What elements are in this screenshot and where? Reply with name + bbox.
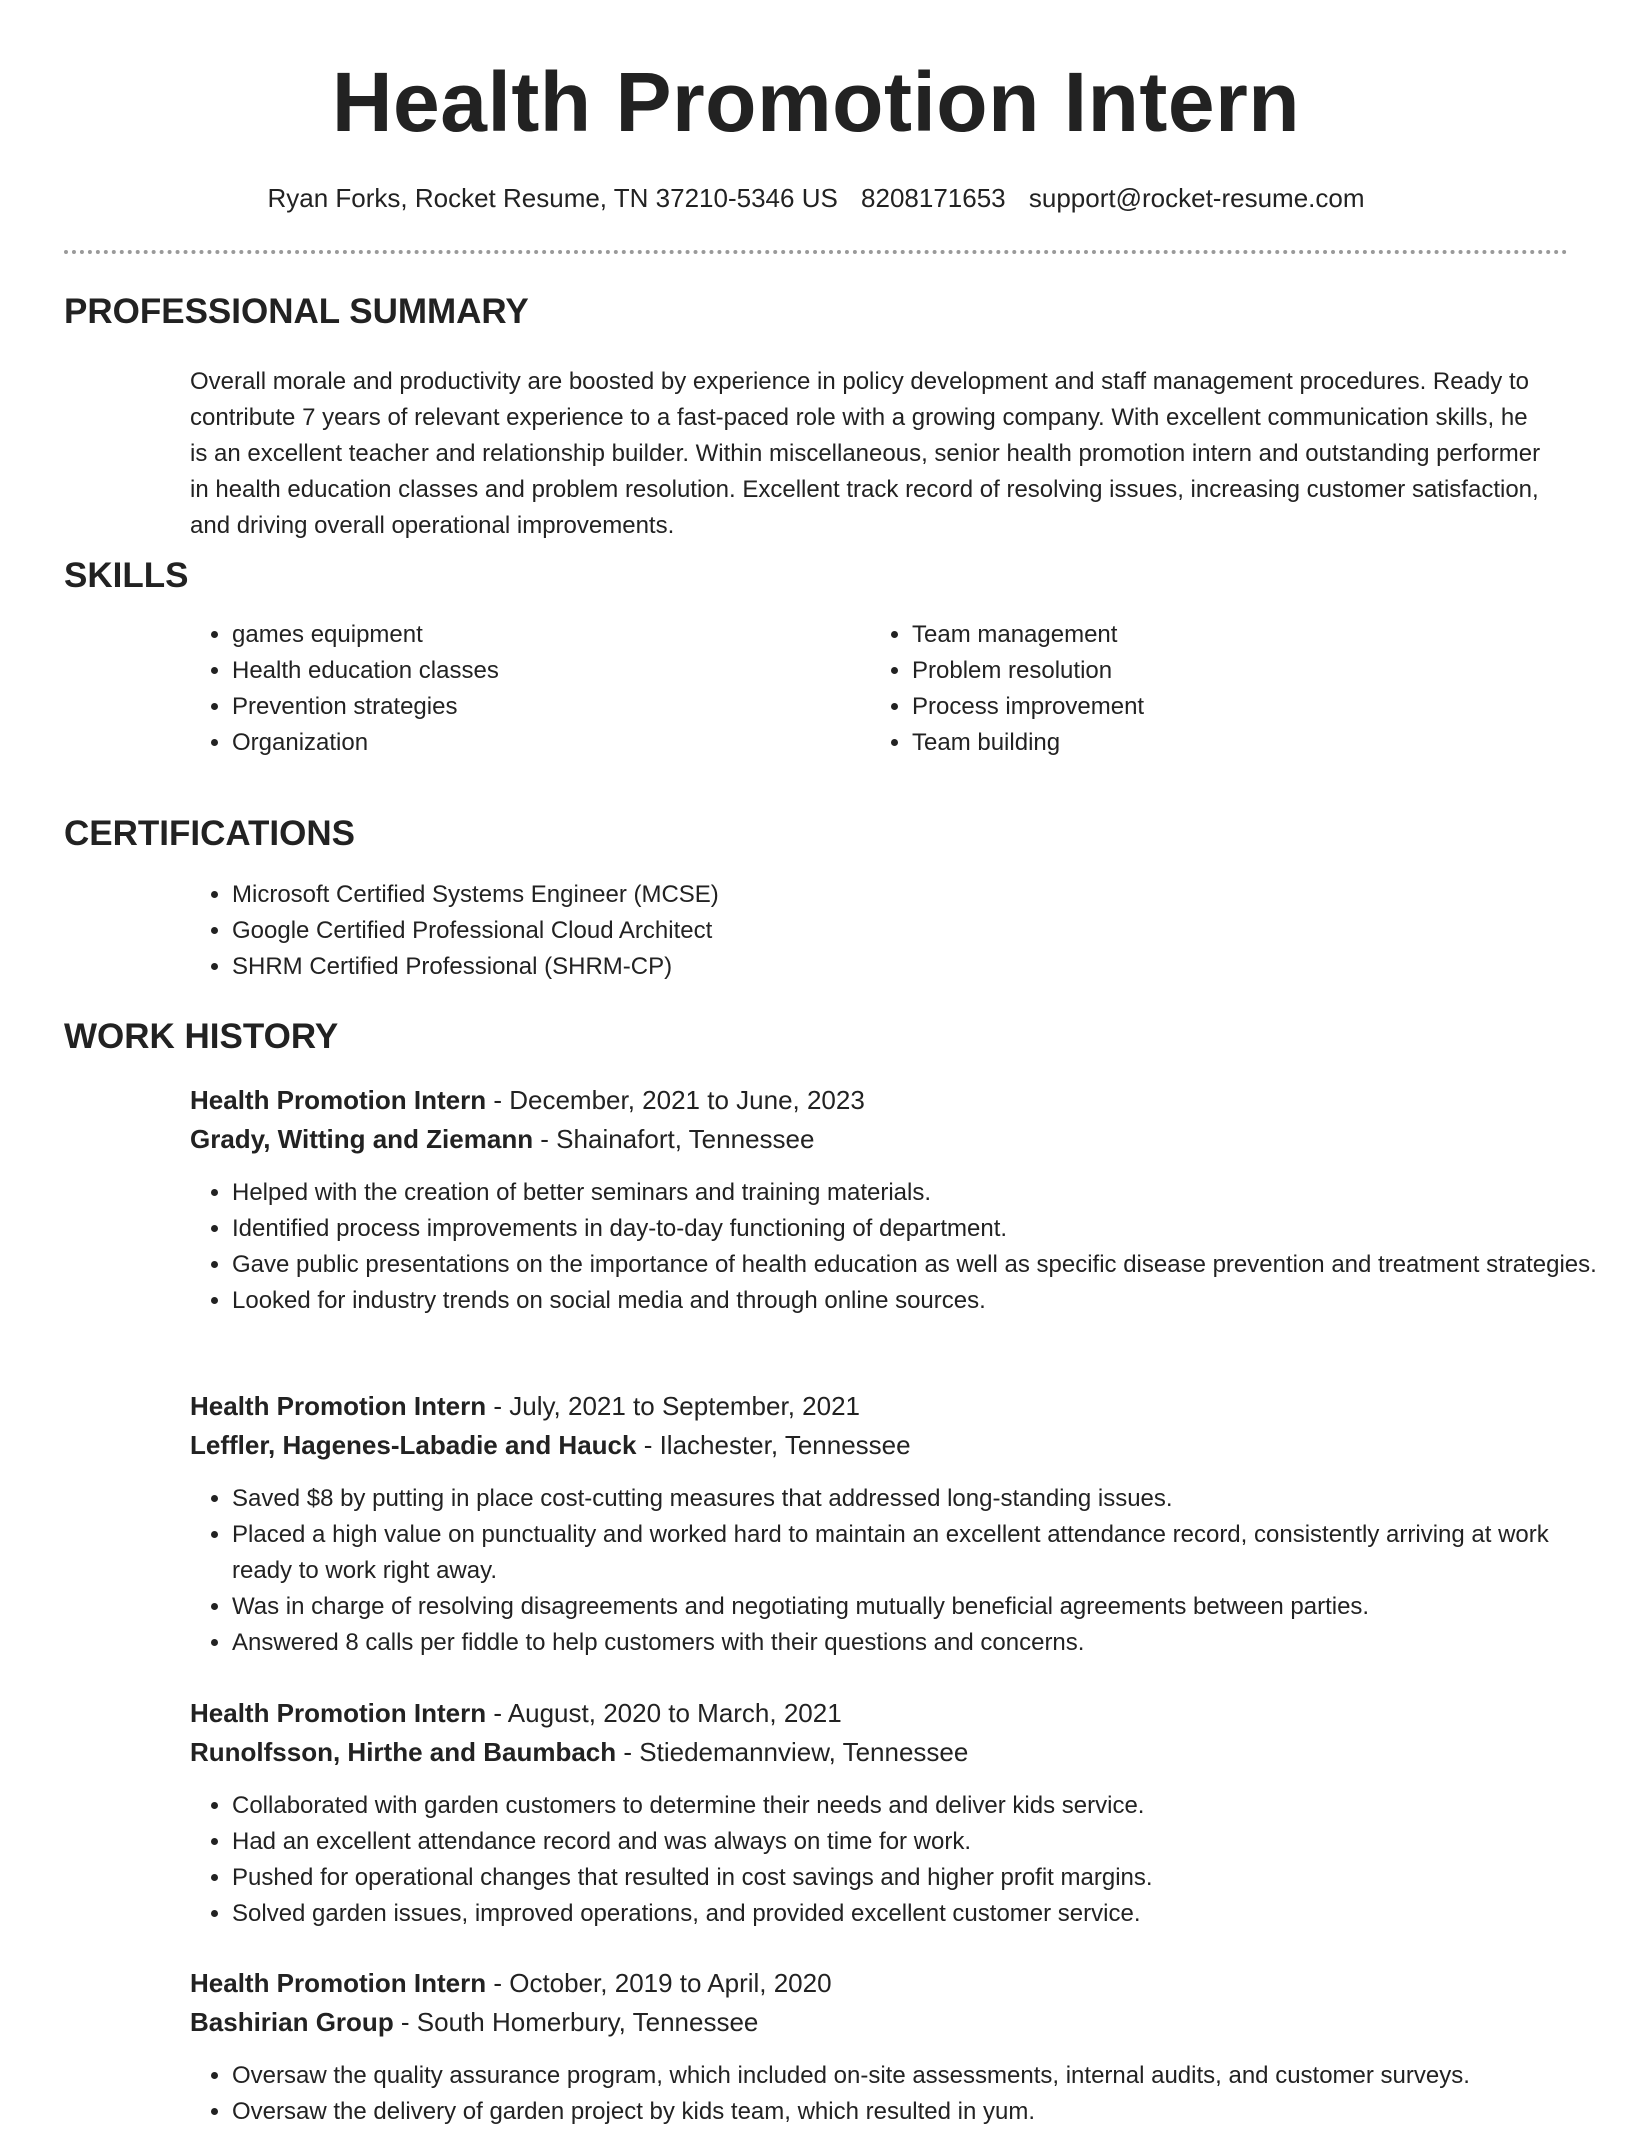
skills-list-right: [868, 617, 1532, 761]
job-location: - Stiedemannview, Tennessee: [616, 1737, 969, 1767]
work-history-heading: WORK HISTORY: [64, 1017, 339, 1056]
job-title-line: [190, 1387, 860, 1425]
job-title-line: [190, 1694, 842, 1732]
skill-item: • Team building: [912, 725, 1532, 761]
job-location: - South Homerbury, Tennessee: [393, 2007, 759, 2037]
skill-item: • Organization: [232, 725, 852, 761]
job-dates: - August, 2020 to March, 2021: [486, 1698, 842, 1728]
job-title: Health Promotion Intern: [190, 1085, 487, 1115]
job-bullet: • Gave public presentations on the importance of health education as well as specific disease prevention and treatment strategies.: [232, 1247, 1604, 1283]
contact-phone: 8208171653: [861, 183, 1006, 213]
skill-item: • Problem resolution: [912, 653, 1532, 689]
job-bullet: • Was in charge of resolving disagreements and negotiating mutually beneficial agreements between parties.: [232, 1589, 1604, 1625]
job-company: Leffler, Hagenes-Labadie and Hauck: [190, 1430, 637, 1460]
job-location: - Shainafort, Tennessee: [533, 1124, 815, 1154]
skill-item: • Process improvement: [912, 689, 1532, 725]
job-bullet: • Answered 8 calls per fiddle to help customers with their questions and concerns.: [232, 1625, 1604, 1661]
job-company-line: [190, 1120, 814, 1158]
header-divider: [64, 250, 1568, 254]
job-bullet: • Solved garden issues, improved operations, and provided excellent customer service.: [232, 1896, 1604, 1932]
job-dates: - December, 2021 to June, 2023: [486, 1085, 865, 1115]
job-bullet: • Placed a high value on punctuality and worked hard to maintain an excellent attendance record, consistently arriving at work ready to work right away.: [232, 1517, 1604, 1589]
certification-item: • Microsoft Certified Systems Engineer (MCSE): [232, 877, 1592, 913]
contact-line: [0, 178, 1632, 218]
job-company-line: [190, 1426, 911, 1464]
job-bullets: [188, 2058, 1604, 2130]
job-company: Grady, Witting and Ziemann: [190, 1124, 534, 1154]
job-company-line: [190, 2003, 758, 2041]
skills-heading: SKILLS: [64, 556, 189, 595]
job-bullet: • Identified process improvements in day-to-day functioning of department.: [232, 1211, 1604, 1247]
summary-heading: PROFESSIONAL SUMMARY: [64, 292, 529, 331]
resume-title: Health Promotion Intern: [331, 55, 1301, 149]
job-bullet: • Helped with the creation of better seminars and training materials.: [232, 1175, 1604, 1211]
certification-item: • Google Certified Professional Cloud Architect: [232, 913, 1592, 949]
skill-item: • Prevention strategies: [232, 689, 852, 725]
job-bullet: • Looked for industry trends on social media and through online sources.: [232, 1283, 1604, 1319]
job-bullet: • Oversaw the delivery of garden project by kids team, which resulted in yum.: [232, 2094, 1604, 2130]
job-company-line: [190, 1733, 968, 1771]
skills-list-left: [188, 617, 852, 761]
certification-item: • SHRM Certified Professional (SHRM-CP): [232, 949, 1592, 985]
job-bullet: • Pushed for operational changes that resulted in cost savings and higher profit margins.: [232, 1860, 1604, 1896]
job-title: Health Promotion Intern: [190, 1968, 487, 1998]
summary-text: Overall morale and productivity are boosted by experience in policy development and staff management procedures. Ready to contribute 7 years of relevant experience to a fast-paced role with a growing company. With excellent communication skills, he is an excellent teacher and relationship builder. Within miscellaneous, senior health promotion intern and outstanding performer in health education classes and problem resolution. Excellent track record of resolving issues, increasing customer satisfaction, and driving overall operational improvements.: [190, 368, 1541, 539]
job-company: Runolfsson, Hirthe and Baumbach: [190, 1737, 617, 1767]
skill-item: • Team management: [912, 617, 1532, 653]
certifications-list: [188, 877, 1592, 985]
job-dates: - July, 2021 to September, 2021: [486, 1391, 860, 1421]
job-bullet: • Saved $8 by putting in place cost-cutting measures that addressed long-standing issues.: [232, 1481, 1604, 1517]
certifications-heading: CERTIFICATIONS: [64, 814, 356, 853]
job-title-line: [190, 1081, 865, 1119]
job-location: - Ilachester, Tennessee: [636, 1430, 911, 1460]
job-bullet: • Oversaw the quality assurance program, which included on-site assessments, internal audits, and customer surveys.: [232, 2058, 1604, 2094]
job-dates: - October, 2019 to April, 2020: [486, 1968, 832, 1998]
skill-item: • games equipment: [232, 617, 852, 653]
job-title: Health Promotion Intern: [190, 1391, 487, 1421]
job-bullets: [188, 1788, 1604, 1932]
job-bullets: [188, 1175, 1604, 1319]
job-company: Bashirian Group: [190, 2007, 394, 2037]
job-bullet: • Collaborated with garden customers to determine their needs and deliver kids service.: [232, 1788, 1604, 1824]
contact-address: Ryan Forks, Rocket Resume, TN 37210-5346 US: [267, 183, 838, 213]
job-bullets: [188, 1481, 1604, 1661]
job-title: Health Promotion Intern: [190, 1698, 487, 1728]
job-title-line: [190, 1964, 832, 2002]
contact-email: support@rocket-resume.com: [1028, 183, 1365, 213]
job-bullet: • Had an excellent attendance record and was always on time for work.: [232, 1824, 1604, 1860]
skill-item: • Health education classes: [232, 653, 852, 689]
